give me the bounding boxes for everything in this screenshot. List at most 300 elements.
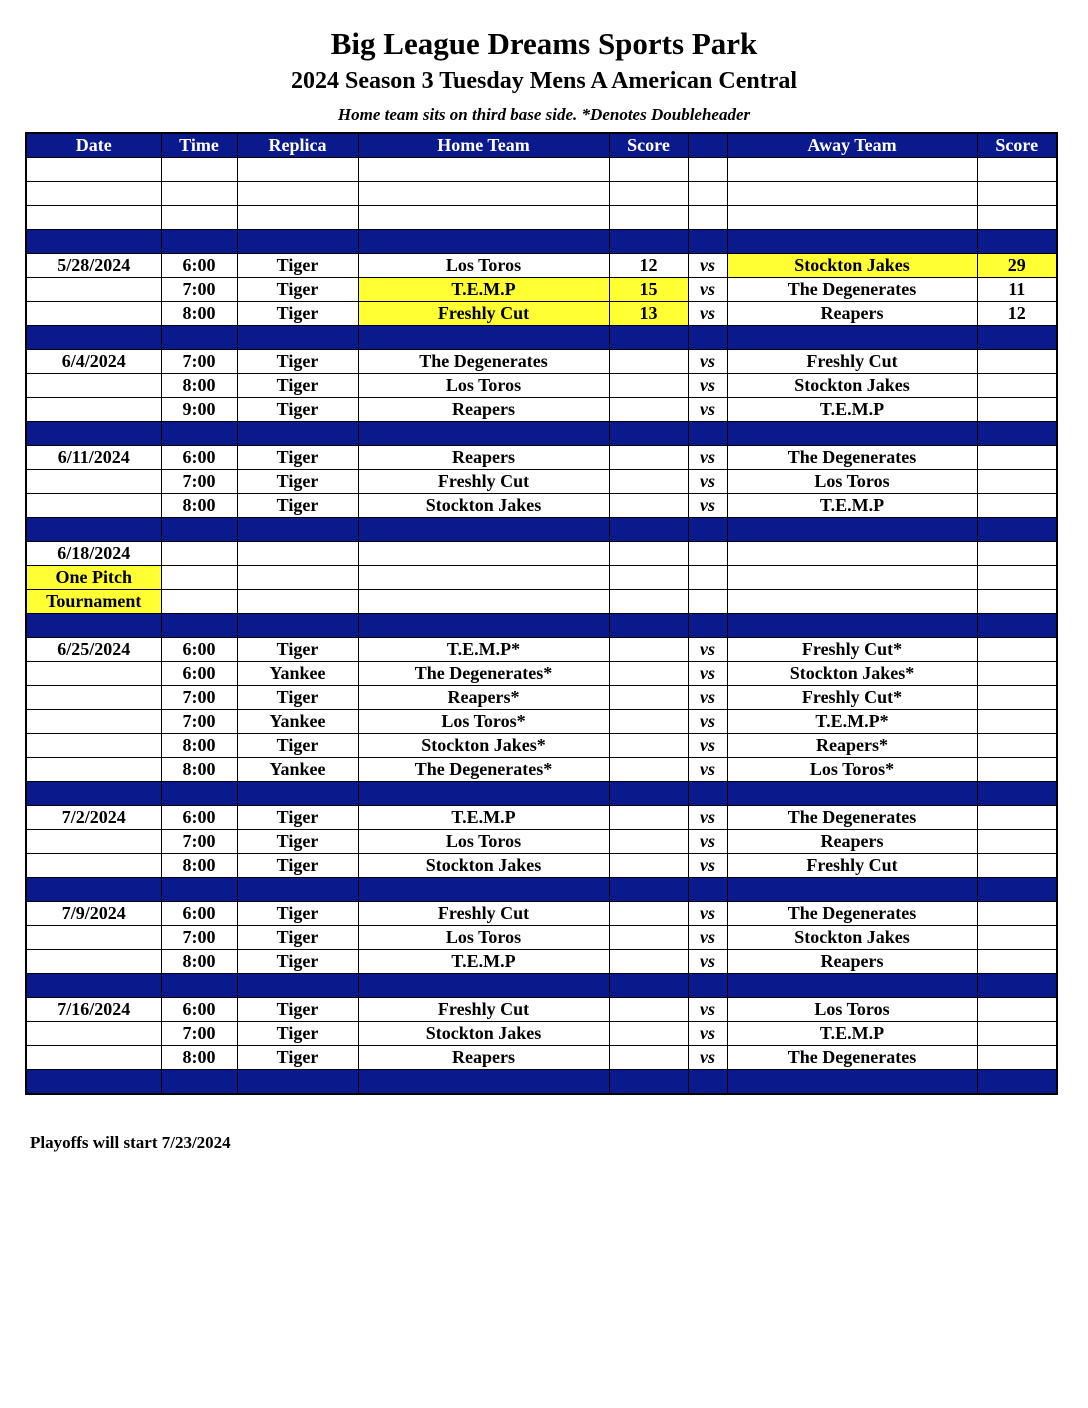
home-team-cell: Los Toros (358, 830, 609, 854)
separator-cell (977, 422, 1057, 446)
empty-cell (26, 206, 161, 230)
date-cell (26, 470, 161, 494)
away-score-cell (977, 638, 1057, 662)
home-score-cell (609, 638, 688, 662)
empty-cell (26, 182, 161, 206)
away-team-cell: Freshly Cut (727, 350, 977, 374)
home-team-cell: Reapers (358, 1046, 609, 1070)
separator-cell (26, 878, 161, 902)
playoffs-note: Playoffs will start 7/23/2024 (30, 1133, 231, 1152)
separator-cell (688, 614, 727, 638)
away-team-cell: Reapers (727, 950, 977, 974)
separator-cell (161, 1070, 237, 1095)
home-team-cell (358, 566, 609, 590)
empty-cell (358, 206, 609, 230)
vs-cell: vs (688, 926, 727, 950)
away-team-cell: The Degenerates (727, 1046, 977, 1070)
away-team-cell: Freshly Cut* (727, 638, 977, 662)
home-team-cell: Los Toros (358, 926, 609, 950)
replica-cell: Tiger (237, 374, 358, 398)
date-cell (26, 710, 161, 734)
away-score-cell: 29 (977, 254, 1057, 278)
time-cell: 7:00 (161, 926, 237, 950)
home-team-cell: T.E.M.P* (358, 638, 609, 662)
date-cell (26, 686, 161, 710)
date-cell (26, 950, 161, 974)
away-score-cell (977, 470, 1057, 494)
date-cell (26, 758, 161, 782)
separator-cell (237, 518, 358, 542)
separator-cell (237, 782, 358, 806)
home-score-cell (609, 662, 688, 686)
replica-cell: Tiger (237, 734, 358, 758)
time-cell: 7:00 (161, 710, 237, 734)
game-row (26, 302, 1057, 326)
time-cell: 6:00 (161, 254, 237, 278)
time-cell: 7:00 (161, 830, 237, 854)
time-cell: 8:00 (161, 854, 237, 878)
vs-cell: vs (688, 446, 727, 470)
away-score-cell (977, 686, 1057, 710)
date-cell (26, 494, 161, 518)
date-cell (26, 662, 161, 686)
replica-cell: Tiger (237, 302, 358, 326)
away-score-cell (977, 590, 1057, 614)
separator-cell (977, 782, 1057, 806)
separator-cell (727, 614, 977, 638)
separator-cell (727, 326, 977, 350)
home-score-cell (609, 758, 688, 782)
home-team-cell: Los Toros* (358, 710, 609, 734)
week-separator-row (26, 878, 1057, 902)
away-team-cell: Freshly Cut* (727, 686, 977, 710)
home-score-cell (609, 398, 688, 422)
home-team-cell: Stockton Jakes (358, 1022, 609, 1046)
time-cell: 8:00 (161, 950, 237, 974)
col-header-vs (688, 133, 727, 158)
away-team-cell: Los Toros* (727, 758, 977, 782)
vs-cell: vs (688, 302, 727, 326)
home-score-cell (609, 1046, 688, 1070)
time-cell: 9:00 (161, 398, 237, 422)
time-cell: 7:00 (161, 278, 237, 302)
date-cell (26, 374, 161, 398)
separator-cell (237, 1070, 358, 1095)
home-score-cell (609, 374, 688, 398)
home-score-cell (609, 830, 688, 854)
time-cell (161, 590, 237, 614)
home-team-cell: The Degenerates* (358, 758, 609, 782)
week-separator-row (26, 230, 1057, 254)
empty-cell (161, 206, 237, 230)
empty-cell (609, 206, 688, 230)
game-row (26, 998, 1057, 1022)
week-separator-row (26, 422, 1057, 446)
vs-cell: vs (688, 398, 727, 422)
replica-cell: Tiger (237, 926, 358, 950)
date-cell: One Pitch (26, 566, 161, 590)
time-cell: 8:00 (161, 374, 237, 398)
away-score-cell (977, 806, 1057, 830)
vs-cell: vs (688, 662, 727, 686)
separator-cell (358, 614, 609, 638)
away-score-cell (977, 926, 1057, 950)
home-team-cell: T.E.M.P (358, 950, 609, 974)
replica-cell: Tiger (237, 638, 358, 662)
separator-cell (358, 878, 609, 902)
date-cell: 7/2/2024 (26, 806, 161, 830)
away-team-cell: T.E.M.P (727, 398, 977, 422)
time-cell: 6:00 (161, 806, 237, 830)
vs-cell: vs (688, 470, 727, 494)
separator-cell (688, 518, 727, 542)
time-cell: 7:00 (161, 470, 237, 494)
separator-cell (26, 326, 161, 350)
separator-cell (237, 422, 358, 446)
separator-cell (688, 974, 727, 998)
away-score-cell (977, 374, 1057, 398)
game-row (26, 566, 1057, 590)
separator-cell (358, 230, 609, 254)
date-cell (26, 278, 161, 302)
replica-cell: Tiger (237, 446, 358, 470)
home-team-cell: Freshly Cut (358, 998, 609, 1022)
separator-cell (161, 422, 237, 446)
home-score-cell (609, 902, 688, 926)
away-score-cell (977, 710, 1057, 734)
home-team-cell: The Degenerates (358, 350, 609, 374)
vs-cell: vs (688, 278, 727, 302)
home-score-cell: 15 (609, 278, 688, 302)
separator-cell (688, 1070, 727, 1095)
week-separator-row (26, 782, 1057, 806)
replica-cell: Tiger (237, 350, 358, 374)
time-cell: 6:00 (161, 638, 237, 662)
away-team-cell (727, 590, 977, 614)
date-cell (26, 1022, 161, 1046)
header-note: Home team sits on third base side. *Denotes Doubleheader (337, 105, 751, 124)
home-score-cell (609, 566, 688, 590)
date-cell (26, 734, 161, 758)
away-score-cell (977, 542, 1057, 566)
away-score-cell (977, 350, 1057, 374)
home-score-cell (609, 350, 688, 374)
time-cell (161, 542, 237, 566)
home-score-cell (609, 854, 688, 878)
replica-cell (237, 542, 358, 566)
away-team-cell: Reapers (727, 830, 977, 854)
date-cell: 5/28/2024 (26, 254, 161, 278)
away-score-cell (977, 950, 1057, 974)
separator-cell (161, 974, 237, 998)
col-header-time: Time (161, 133, 237, 158)
away-team-cell: Stockton Jakes (727, 926, 977, 950)
game-row (26, 350, 1057, 374)
empty-row (26, 182, 1057, 206)
home-team-cell: T.E.M.P (358, 806, 609, 830)
separator-cell (727, 230, 977, 254)
away-team-cell: The Degenerates (727, 806, 977, 830)
vs-cell: vs (688, 638, 727, 662)
week-separator-row (26, 614, 1057, 638)
replica-cell: Tiger (237, 686, 358, 710)
week-separator-row (26, 974, 1057, 998)
separator-cell (977, 326, 1057, 350)
game-row (26, 470, 1057, 494)
game-row (26, 734, 1057, 758)
empty-cell (688, 182, 727, 206)
vs-cell: vs (688, 734, 727, 758)
date-cell (26, 830, 161, 854)
col-header-replica: Replica (237, 133, 358, 158)
time-cell: 7:00 (161, 1022, 237, 1046)
home-team-cell: Reapers (358, 398, 609, 422)
date-cell (26, 1046, 161, 1070)
home-score-cell (609, 494, 688, 518)
replica-cell: Tiger (237, 950, 358, 974)
vs-cell (688, 542, 727, 566)
vs-cell: vs (688, 806, 727, 830)
week-separator-row (26, 518, 1057, 542)
date-cell (26, 854, 161, 878)
vs-cell: vs (688, 950, 727, 974)
empty-cell (727, 206, 977, 230)
game-row (26, 710, 1057, 734)
date-cell: 6/11/2024 (26, 446, 161, 470)
replica-cell: Tiger (237, 1046, 358, 1070)
separator-cell (688, 422, 727, 446)
home-team-cell: Reapers (358, 446, 609, 470)
separator-cell (237, 326, 358, 350)
empty-cell (161, 158, 237, 182)
game-row (26, 278, 1057, 302)
empty-row (26, 158, 1057, 182)
vs-cell: vs (688, 710, 727, 734)
away-score-cell: 12 (977, 302, 1057, 326)
separator-cell (977, 614, 1057, 638)
replica-cell: Tiger (237, 854, 358, 878)
separator-cell (609, 1070, 688, 1095)
vs-cell: vs (688, 902, 727, 926)
away-score-cell (977, 662, 1057, 686)
home-team-cell: Freshly Cut (358, 470, 609, 494)
away-team-cell: The Degenerates (727, 902, 977, 926)
home-team-cell: Freshly Cut (358, 302, 609, 326)
separator-cell (977, 974, 1057, 998)
away-team-cell: The Degenerates (727, 278, 977, 302)
replica-cell: Yankee (237, 758, 358, 782)
home-team-cell (358, 590, 609, 614)
away-team-cell (727, 542, 977, 566)
time-cell: 8:00 (161, 758, 237, 782)
empty-cell (609, 158, 688, 182)
replica-cell: Tiger (237, 278, 358, 302)
separator-cell (727, 974, 977, 998)
vs-cell: vs (688, 254, 727, 278)
separator-cell (26, 1070, 161, 1095)
empty-cell (358, 182, 609, 206)
vs-cell: vs (688, 998, 727, 1022)
vs-cell: vs (688, 830, 727, 854)
vs-cell: vs (688, 686, 727, 710)
replica-cell: Tiger (237, 494, 358, 518)
replica-cell: Yankee (237, 710, 358, 734)
game-row (26, 638, 1057, 662)
replica-cell: Tiger (237, 830, 358, 854)
home-score-cell (609, 806, 688, 830)
separator-cell (727, 878, 977, 902)
game-row (26, 758, 1057, 782)
home-team-cell: Freshly Cut (358, 902, 609, 926)
home-score-cell: 13 (609, 302, 688, 326)
home-team-cell: Los Toros (358, 374, 609, 398)
home-team-cell: Los Toros (358, 254, 609, 278)
separator-cell (977, 1070, 1057, 1095)
game-row (26, 854, 1057, 878)
separator-cell (977, 878, 1057, 902)
game-row (26, 806, 1057, 830)
away-score-cell (977, 1022, 1057, 1046)
time-cell: 6:00 (161, 446, 237, 470)
game-row (26, 902, 1057, 926)
home-team-cell: Reapers* (358, 686, 609, 710)
header-row (26, 133, 1057, 158)
separator-cell (609, 326, 688, 350)
home-score-cell (609, 710, 688, 734)
replica-cell: Tiger (237, 806, 358, 830)
date-cell: Tournament (26, 590, 161, 614)
away-team-cell: T.E.M.P (727, 494, 977, 518)
separator-cell (358, 1070, 609, 1095)
home-score-cell (609, 926, 688, 950)
separator-cell (237, 974, 358, 998)
replica-cell: Tiger (237, 254, 358, 278)
game-row (26, 542, 1057, 566)
home-score-cell: 12 (609, 254, 688, 278)
time-cell: 8:00 (161, 734, 237, 758)
separator-cell (26, 422, 161, 446)
away-team-cell: Stockton Jakes (727, 374, 977, 398)
vs-cell: vs (688, 350, 727, 374)
home-score-cell (609, 590, 688, 614)
week-separator-row (26, 1070, 1057, 1095)
empty-cell (609, 182, 688, 206)
empty-cell (727, 158, 977, 182)
separator-cell (358, 518, 609, 542)
separator-cell (237, 230, 358, 254)
home-team-cell: T.E.M.P (358, 278, 609, 302)
away-team-cell: The Degenerates (727, 446, 977, 470)
vs-cell: vs (688, 758, 727, 782)
game-row (26, 830, 1057, 854)
separator-cell (609, 974, 688, 998)
away-score-cell (977, 998, 1057, 1022)
separator-cell (237, 614, 358, 638)
time-cell: 6:00 (161, 902, 237, 926)
separator-cell (161, 230, 237, 254)
away-score-cell (977, 1046, 1057, 1070)
empty-cell (237, 158, 358, 182)
separator-cell (161, 614, 237, 638)
away-score-cell (977, 398, 1057, 422)
empty-cell (727, 182, 977, 206)
week-separator-row (26, 326, 1057, 350)
vs-cell (688, 566, 727, 590)
away-score-cell (977, 758, 1057, 782)
separator-cell (609, 614, 688, 638)
home-team-cell (358, 542, 609, 566)
time-cell: 6:00 (161, 662, 237, 686)
away-score-cell (977, 854, 1057, 878)
away-score-cell (977, 902, 1057, 926)
empty-cell (358, 158, 609, 182)
replica-cell: Tiger (237, 998, 358, 1022)
home-score-cell (609, 446, 688, 470)
away-team-cell: Stockton Jakes (727, 254, 977, 278)
col-header-home-team: Home Team (358, 133, 609, 158)
empty-cell (977, 206, 1057, 230)
separator-cell (358, 974, 609, 998)
away-team-cell: Stockton Jakes* (727, 662, 977, 686)
vs-cell (688, 590, 727, 614)
empty-cell (237, 182, 358, 206)
home-score-cell (609, 950, 688, 974)
date-cell: 6/25/2024 (26, 638, 161, 662)
separator-cell (609, 878, 688, 902)
date-cell: 7/16/2024 (26, 998, 161, 1022)
separator-cell (161, 878, 237, 902)
time-cell: 7:00 (161, 350, 237, 374)
separator-cell (161, 326, 237, 350)
empty-cell (977, 182, 1057, 206)
away-team-cell (727, 566, 977, 590)
col-header-away-team: Away Team (727, 133, 977, 158)
separator-cell (727, 782, 977, 806)
time-cell: 8:00 (161, 302, 237, 326)
page-subtitle: 2024 Season 3 Tuesday Mens A American Central (290, 68, 798, 94)
away-score-cell (977, 494, 1057, 518)
away-score-cell (977, 830, 1057, 854)
game-row (26, 254, 1057, 278)
col-header-away-score: Score (977, 133, 1057, 158)
separator-cell (609, 518, 688, 542)
replica-cell: Tiger (237, 902, 358, 926)
separator-cell (358, 326, 609, 350)
replica-cell: Tiger (237, 398, 358, 422)
home-team-cell: The Degenerates* (358, 662, 609, 686)
separator-cell (161, 518, 237, 542)
home-score-cell (609, 998, 688, 1022)
game-row (26, 1046, 1057, 1070)
empty-cell (688, 206, 727, 230)
game-row (26, 494, 1057, 518)
away-team-cell: Los Toros (727, 998, 977, 1022)
home-team-cell: Stockton Jakes (358, 854, 609, 878)
separator-cell (609, 230, 688, 254)
time-cell: 7:00 (161, 686, 237, 710)
empty-cell (688, 158, 727, 182)
empty-cell (237, 206, 358, 230)
page-title: Big League Dreams Sports Park (330, 26, 758, 61)
separator-cell (727, 1070, 977, 1095)
away-team-cell: Reapers* (727, 734, 977, 758)
separator-cell (237, 878, 358, 902)
game-row (26, 686, 1057, 710)
away-team-cell: Reapers (727, 302, 977, 326)
away-team-cell: T.E.M.P (727, 1022, 977, 1046)
home-team-cell: Stockton Jakes (358, 494, 609, 518)
separator-cell (26, 614, 161, 638)
